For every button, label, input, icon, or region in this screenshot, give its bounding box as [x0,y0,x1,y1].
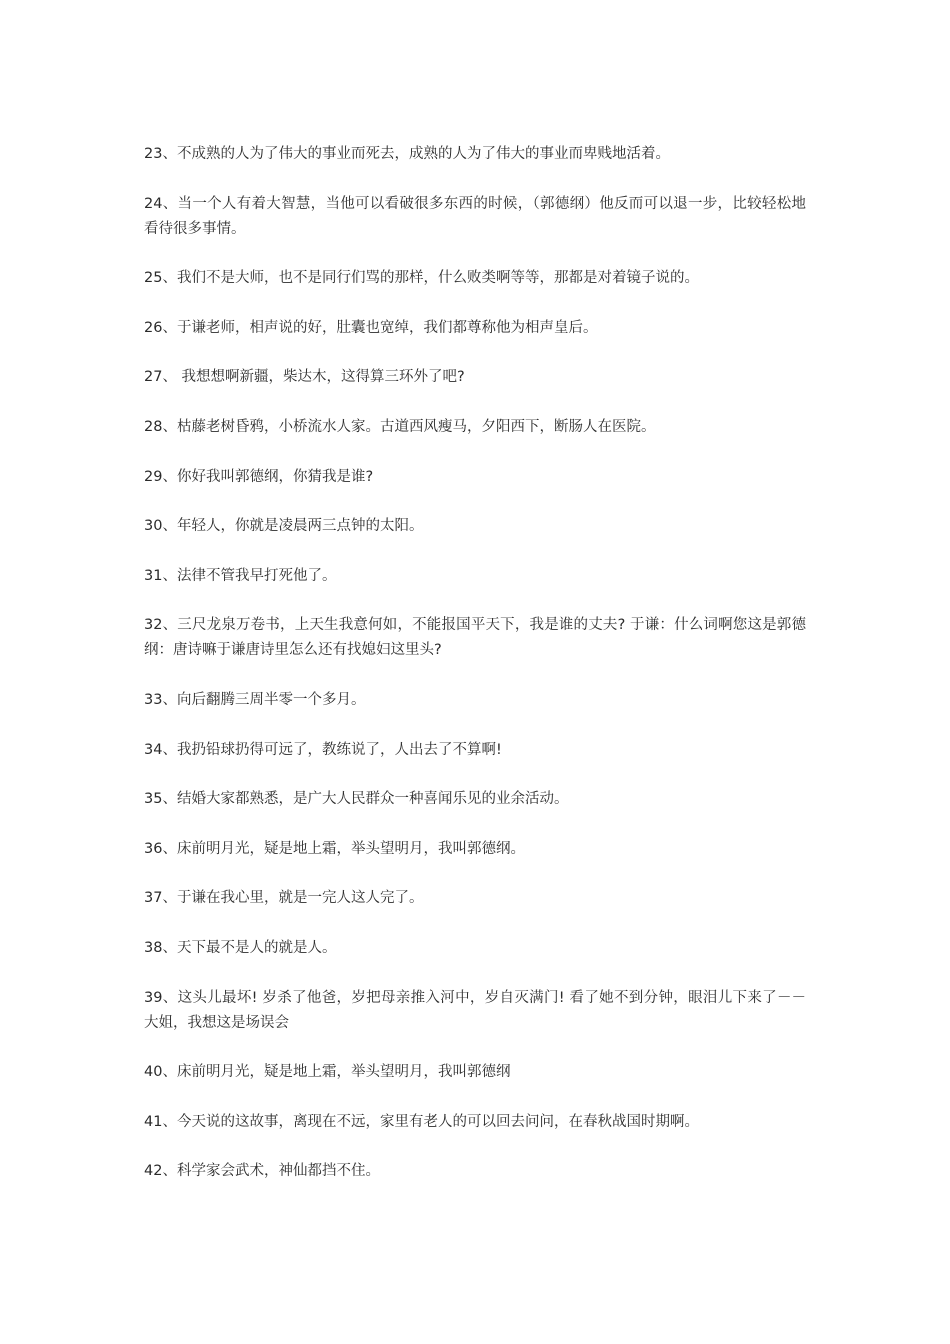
list-item: 26、于谦老师，相声说的好，肚囊也宽绰，我们都尊称他为相声皇后。 [144,319,598,336]
list-item: 23、不成熟的人为了伟大的事业而死去，成熟的人为了伟大的事业而卑贱地活着。 [144,146,670,162]
list-item: 25、我们不是大师，也不是同行们骂的那样，什么败类啊等等，那都是对着镜子说的。 [144,270,699,287]
list-item: 29、你好我叫郭德纲，你猜我是谁? [144,468,374,485]
quote-list [144,142,806,1209]
list-item: 36、床前明月光，疑是地上霜，举头望明月，我叫郭德纲。 [144,840,525,857]
list-item: 28、枯藤老树昏鸦，小桥流水人家。古道西风瘦马，夕阳西下，断肠人在医院。 [144,418,656,435]
list-item: 35、结婚大家都熟悉，是广大人民群众一种喜闻乐见的业余活动。 [144,791,569,808]
list-item: 37、于谦在我心里，就是一完人这人完了。 [144,890,424,907]
list-item: 32、三尺龙泉万卷书，上天生我意何如，不能报国平天下，我是谁的丈夫? 于谦：什么词啊您这是郭德纲：唐诗嘛于谦唐诗里怎么还有找媳妇这里头? [144,617,806,659]
list-item: 30、年轻人，你就是凌晨两三点钟的太阳。 [144,518,424,535]
list-item: 24、当一个人有着大智慧，当他可以看破很多东西的时候，（郭德纲）他反而可以退一步，比较轻松地看待很多事情。 [144,195,806,237]
list-item: 39、这头儿最坏! 岁杀了他爸，岁把母亲推入河中，岁自灭满门! 看了她不到分钟，眼泪儿下来了－－大姐，我想这是场误会 [144,989,806,1031]
list-item: 41、今天说的这故事，离现在不远，家里有老人的可以回去问问，在春秋战国时期啊。 [144,1113,699,1130]
list-item: 27、 我想想啊新疆，柴达木，这得算三环外了吧? [144,369,465,386]
list-item: 40、床前明月光，疑是地上霜，举头望明月，我叫郭德纲 [144,1064,511,1081]
list-item: 42、科学家会武术，神仙都挡不住。 [144,1163,380,1180]
list-item: 34、我扔铅球扔得可远了，教练说了，人出去了不算啊! [144,741,502,758]
list-item: 31、法律不管我早打死他了。 [144,567,337,584]
list-item: 33、向后翻腾三周半零一个多月。 [144,691,366,708]
list-item: 38、天下最不是人的就是人。 [144,939,337,956]
